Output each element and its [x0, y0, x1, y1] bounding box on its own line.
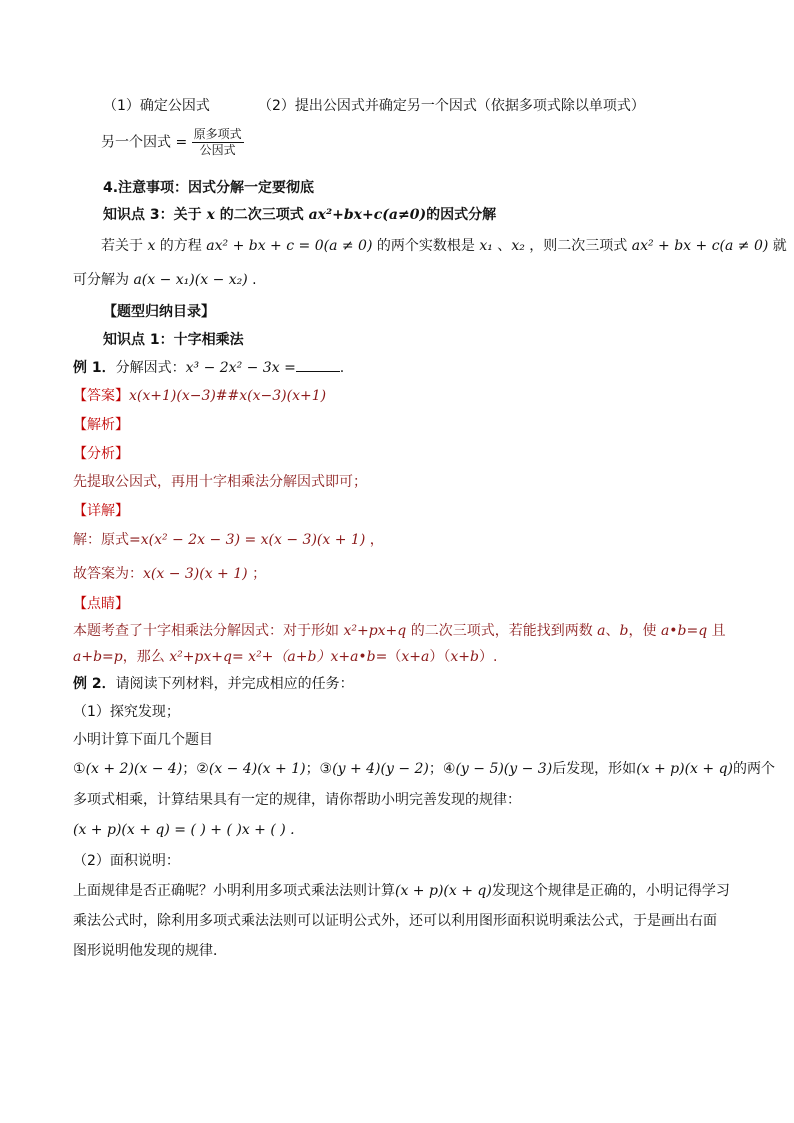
solution-expr: x(x² − 2x − 3) = x(x − 3)(x + 1) [140, 532, 366, 548]
kp3-var: x [206, 207, 215, 223]
ex2-part1-intro: 小明计算下面几个题目 [73, 732, 213, 748]
final-answer-expr: x(x − 3)(x + 1) [143, 566, 248, 582]
example-1-expr: x³ − 2x² − 3x = [185, 360, 296, 376]
dianjing-line-2 [73, 647, 497, 667]
dj1-t2: 的二次三项式，若能找到两数 [406, 623, 598, 639]
note-4-heading: 4.注意事项：因式分解一定要彻底 [103, 180, 315, 196]
kp3-line2-expr: a(x − x₁)(x − x₂) [133, 272, 248, 288]
knowledge-point-1-heading: 知识点 1：十字相乘法 [103, 332, 244, 348]
dianjing-line-1 [73, 621, 726, 641]
kp3-body-t4: 的两个实数根是 [372, 238, 480, 254]
dj1-t1: 本题考查了十字相乘法分解因式：对于形如 [73, 623, 344, 639]
kp3-expr: ax²+bx+c(a≠0) [308, 207, 427, 223]
ex2-part2-line-2: 乘法公式时，除利用多项式乘法法则可以证明公式外，还可以利用图形面积说明乘法公式，于是画出右面 [73, 913, 717, 929]
kp3-body-t1: 若关于 [101, 238, 148, 254]
item-4-mark: ；④ [428, 761, 456, 777]
kp3-body-t5: 、 [492, 238, 512, 254]
example-1-period: . [339, 360, 345, 376]
kp3-body-poly: ax² + bx + c(a ≠ 0) [631, 238, 769, 254]
ex2-part2-line-1 [73, 881, 730, 901]
items-t2: 的两个 [733, 761, 776, 777]
formula-label: 另一个因式 = [101, 134, 188, 151]
kp3-body-line-1 [101, 236, 787, 256]
ex2-line-2: 多项式相乘，计算结果具有一定的规律，请你帮助小明完善发现的规律： [73, 792, 521, 808]
kp3-body-t6: ，则二次三项式 [524, 238, 632, 254]
dj1-t3: 、 [605, 623, 620, 639]
answer-tag: 【答案】 [73, 388, 129, 404]
item-3-mark: ；③ [305, 761, 333, 777]
kp3-body-t7: 就 [768, 238, 787, 254]
answer-blank [296, 357, 340, 372]
kp3-body-equation: ax² + bx + c = 0(a ≠ 0) [206, 238, 373, 254]
formula-fraction [192, 127, 244, 158]
kp3-body-t3: 的方程 [155, 238, 207, 254]
kp3-body-line-2 [73, 270, 257, 290]
kp3-prefix: 知识点 3：关于 [103, 207, 207, 223]
final-answer-line [73, 564, 266, 584]
item-3-expr: (y + 4)(y − 2) [332, 761, 429, 777]
ex2-part2-line-3: 图形说明他发现的规律． [73, 943, 227, 959]
knowledge-point-3-heading [103, 205, 496, 225]
kp3-suffix: 的因式分解 [426, 207, 497, 223]
dj2-e5: x+b [450, 649, 479, 665]
ex2-part2-heading: （2）面积说明： [73, 853, 180, 869]
ex2-part1-heading: （1）探究发现； [73, 704, 180, 720]
formula-numerator: 原多项式 [193, 127, 242, 141]
example-2-label: 例 2． [73, 676, 116, 692]
p2l1-t2: 发现这个规律是正确的，小明记得学习 [491, 883, 730, 899]
kp3-body-root2: x₂ [511, 238, 525, 254]
dj1-t4: ，使 [628, 623, 661, 639]
dianjing-tag: 【点睛】 [73, 596, 129, 612]
dj1-e3: b [619, 623, 629, 639]
example-1-label: 例 1． [73, 360, 116, 376]
items-t1: 后发现，形如 [552, 761, 637, 777]
example-2 [73, 674, 354, 694]
kp3-line2-t1: 可分解为 [73, 272, 134, 288]
fenxi-text: 先提取公因式，再用十字相乘法分解因式即可； [73, 474, 367, 490]
solution-line [73, 530, 384, 550]
step-1-text: （1）确定公因式 [103, 98, 210, 114]
dj2-t5: ）. [478, 649, 498, 665]
item-4-expr: (y − 5)(y − 3) [455, 761, 553, 777]
formula-denominator: 公因式 [199, 143, 236, 157]
xiangjie-tag: 【详解】 [73, 503, 129, 519]
kp3-line2-t2: . [247, 272, 257, 288]
dj1-e1: x²+px+q [343, 623, 407, 639]
final-answer-suffix: ； [247, 566, 267, 582]
answer-line [73, 386, 326, 406]
items-form-expr: (x + p)(x + q) [636, 761, 734, 777]
dj1-t5: 且 [707, 623, 726, 639]
dj1-e4: a•b=q [660, 623, 708, 639]
ex2-rule: (x + p)(x + q) = ( ) + ( )x + ( ) . [73, 822, 295, 838]
analysis-tag: 【解析】 [73, 417, 129, 433]
p2l1-expr: (x + p)(x + q) [395, 883, 492, 899]
item-2-mark: ；② [182, 761, 209, 777]
dj2-e3: x²+（a+b）x+a•b [248, 649, 376, 665]
kp3-body-var: x [147, 238, 156, 254]
other-factor-formula [101, 127, 244, 158]
dj2-e2: x²+px+q [169, 649, 232, 665]
final-answer-prefix: 故答案为： [73, 566, 143, 582]
kp3-body-root1: x₁ [479, 238, 493, 254]
item-1-expr: (x + 2)(x − 4) [85, 761, 183, 777]
dj2-t2: = [231, 649, 249, 665]
solution-prefix: 解：原式= [73, 532, 141, 548]
dj2-t4: ）（ [429, 649, 451, 665]
example-1-prompt: 分解因式： [115, 360, 186, 376]
answer-expr: x(x+1)(x−3)##x(x−3)(x+1) [129, 388, 327, 404]
ex2-items-line [73, 759, 775, 779]
step-2-text: （2）提出公因式并确定另一个因式（依据多项式除以单项式） [258, 98, 645, 114]
example-1 [73, 357, 344, 378]
catalog-heading: 【题型归纳目录】 [103, 304, 215, 320]
fenxi-tag: 【分析】 [73, 446, 129, 462]
dj2-t1: ，那么 [122, 649, 170, 665]
kp3-mid: 的二次三项式 [214, 207, 309, 223]
p2l1-t1: 上面规律是否正确呢？小明利用多项式乘法法则计算 [73, 883, 395, 899]
dj2-e1: a+b=p [73, 649, 123, 665]
item-2-expr: (x − 4)(x + 1) [208, 761, 306, 777]
dj2-t3: =（ [375, 649, 402, 665]
solution-suffix: ， [365, 532, 384, 548]
dj1-e2: a [597, 623, 606, 639]
item-1-mark: ① [73, 761, 86, 777]
example-2-text: 请阅读下列材料，并完成相应的任务： [115, 676, 354, 692]
dj2-e4: x+a [401, 649, 430, 665]
